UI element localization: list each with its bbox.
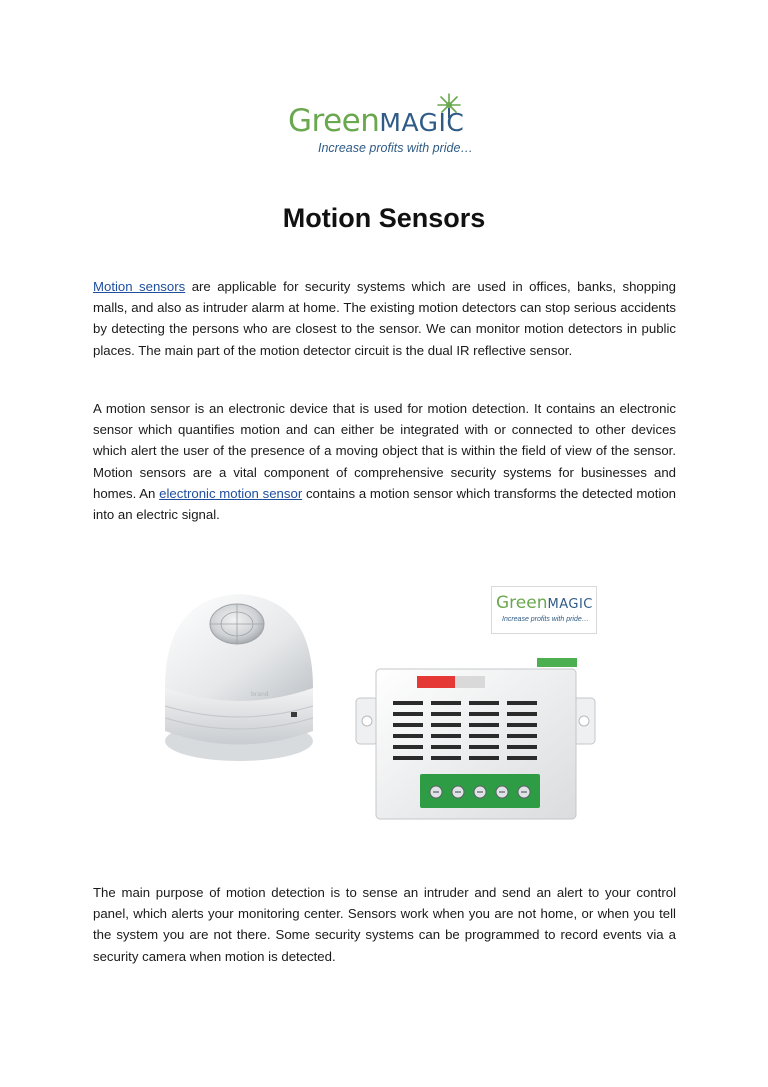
inset-greenmagic-logo xyxy=(491,586,597,634)
logo-wordmark xyxy=(288,104,464,140)
paragraph-definition-text-a: A motion sensor is an electronic device that is used for motion detection. It contains an electronic sensor which quantifies motion and can either be integrated with or connected to other devices which alert the user of the presence of a moving object that is within the field of view of the sensor. Motion sensors are a vital component of comprehensive security systems for businesses and homes. An xyxy=(93,401,676,501)
inset-logo-green-text: Green xyxy=(496,593,548,613)
greenmagic-logo xyxy=(288,92,480,164)
paragraph-purpose: The main purpose of motion detection is to sense an intruder and send an alert to your control panel, which alerts your monitoring center. Sensors work when you are not home, or when you tell the system you are not there. Some security systems can be programmed to record events via a security camera when motion is detected. xyxy=(93,885,676,964)
dome-motion-sensor xyxy=(165,594,313,761)
paragraph-intro-text: are applicable for security systems which are used in offices, banks, shopping malls, and also as intruder alarm at home. The existing motion detectors can stop serious accidents by detecting the persons who are closest to the sensor. We can monitor motion detectors in public places. The main part of the motion detector circuit is the dual IR reflective sensor. xyxy=(93,279,676,358)
electronic-motion-sensor-link[interactable]: electronic motion sensor xyxy=(159,485,303,501)
motion-sensors-link[interactable]: Motion sensors xyxy=(93,279,186,294)
paragraph-definition-text-b: contains a motion sensor which transforms the detected motion into an electric signal. xyxy=(93,485,676,523)
product-image xyxy=(159,576,610,831)
paragraph-intro xyxy=(93,276,676,361)
logo-green-text: Green xyxy=(288,103,380,139)
inset-logo-tagline: Increase profits with pride… xyxy=(502,616,589,623)
logo-magic-text: MAGIC xyxy=(379,108,465,137)
inset-logo-magic-text: MAGIC xyxy=(547,597,593,612)
logo-tagline: Increase profits with pride… xyxy=(318,141,473,155)
page-title: Motion Sensors xyxy=(282,203,486,233)
inset-logo-wordmark xyxy=(496,593,593,615)
svg-text:brand: brand xyxy=(251,691,269,698)
switch-controller-box xyxy=(356,658,595,819)
paragraph-definition xyxy=(93,398,676,525)
